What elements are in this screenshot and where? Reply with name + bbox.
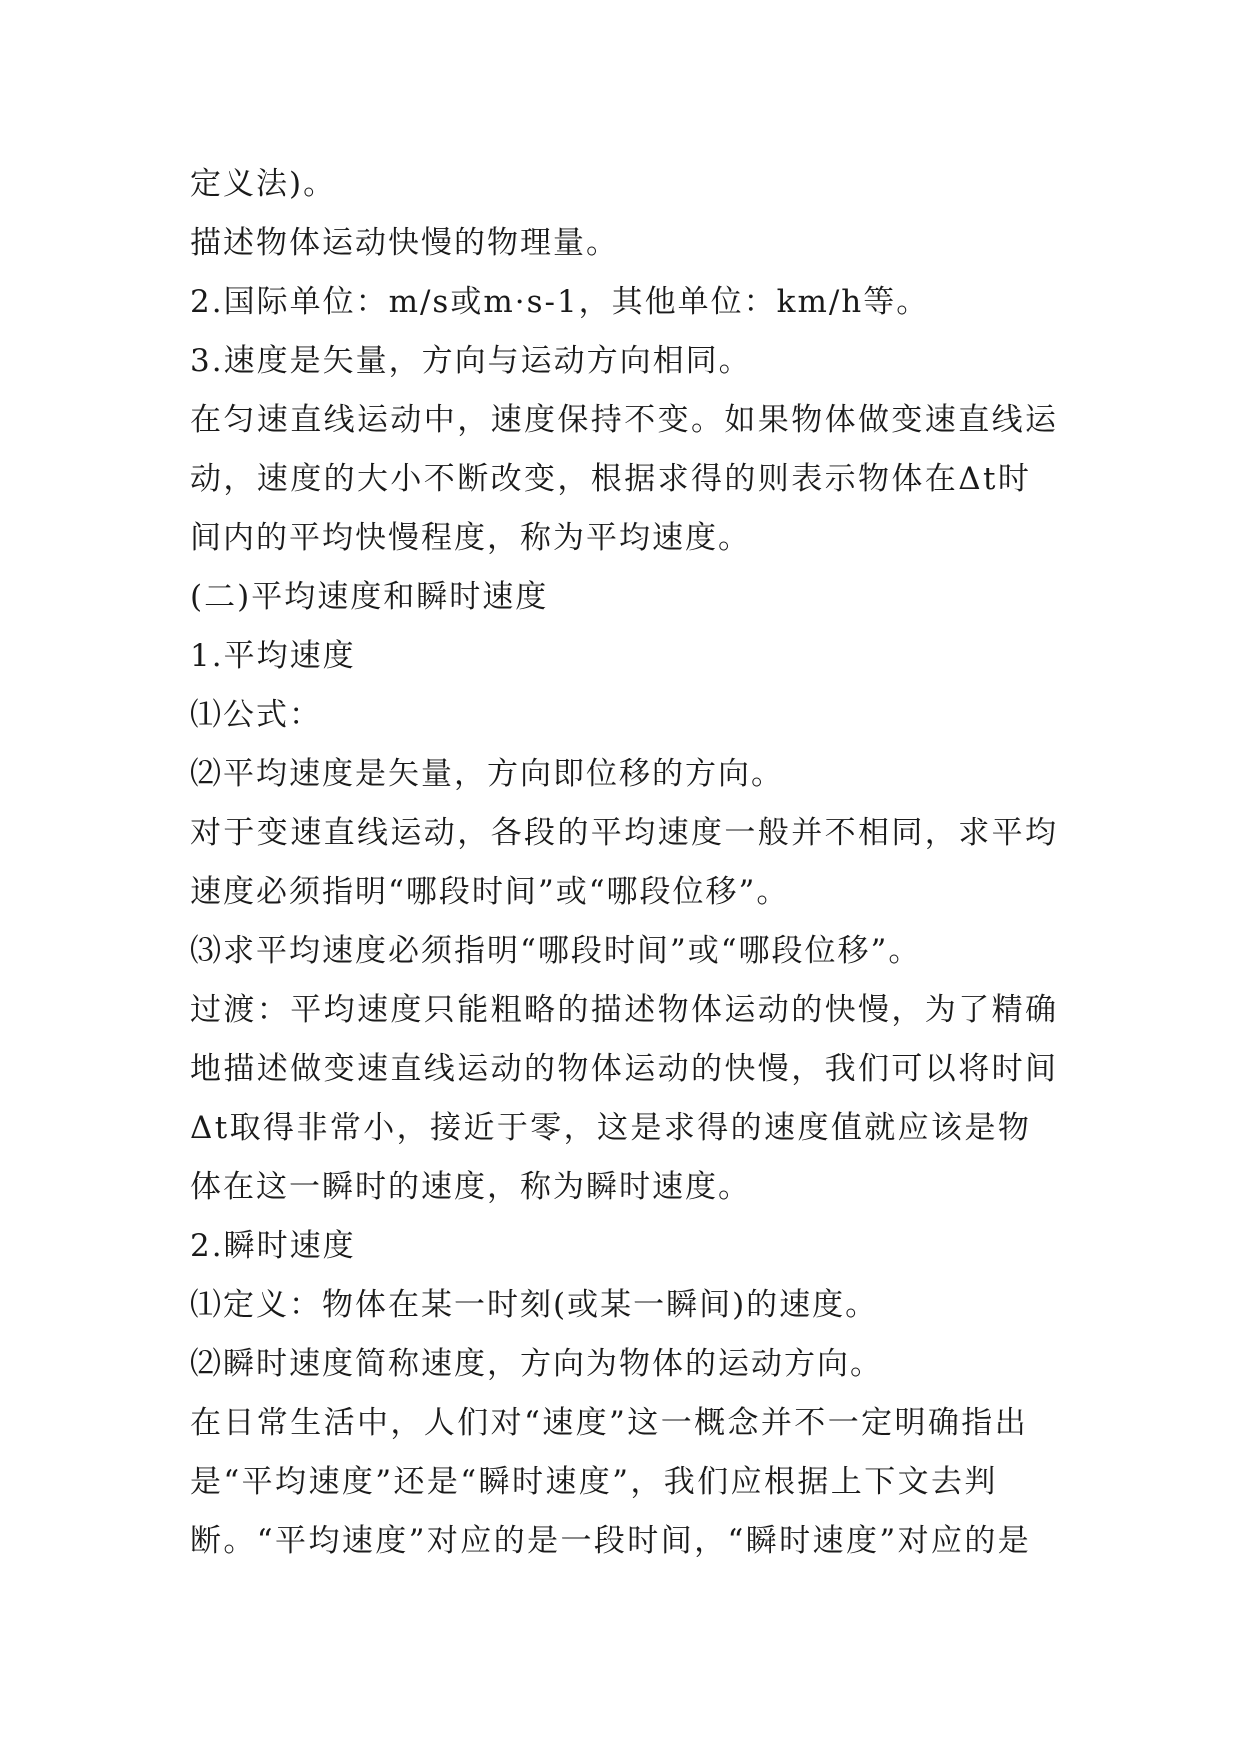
text-line: 在日常生活中，人们对“速度”这一概念并不一定明确指出 [190, 1405, 1029, 1441]
text-line: 对于变速直线运动，各段的平均速度一般并不相同，求平均 [190, 815, 1059, 851]
text-line: ⑴公式： [190, 697, 322, 733]
text-line: ⑶求平均速度必须指明“哪段时间”或“哪段位移”。 [190, 933, 922, 969]
text-line: 定义法)。 [190, 166, 337, 202]
text-line: 动，速度的大小不断改变，根据求得的则表示物体在Δt时 [190, 461, 1032, 497]
text-line: ⑵瞬时速度简称速度，方向为物体的运动方向。 [190, 1346, 883, 1382]
text-line: ⑵平均速度是矢量，方向即位移的方向。 [190, 756, 784, 792]
text-line: 2.国际单位：m/s或m·s-1，其他单位：km/h等。 [190, 284, 930, 320]
text-line: 过渡：平均速度只能粗略的描述物体运动的快慢，为了精确 [190, 992, 1059, 1028]
text-line: 在匀速直线运动中，速度保持不变。如果物体做变速直线运 [190, 402, 1059, 438]
text-line: 地描述做变速直线运动的物体运动的快慢，我们可以将时间 [190, 1051, 1059, 1087]
text-line: 间内的平均快慢程度，称为平均速度。 [190, 520, 751, 556]
text-line: 是“平均速度”还是“瞬时速度”，我们应根据上下文去判 [190, 1464, 998, 1500]
text-line: 体在这一瞬时的速度，称为瞬时速度。 [190, 1169, 751, 1205]
text-line: 3.速度是矢量，方向与运动方向相同。 [190, 343, 752, 379]
text-line: Δt取得非常小，接近于零，这是求得的速度值就应该是物 [190, 1110, 1032, 1146]
subsection-heading: 2.瞬时速度 [190, 1228, 356, 1264]
text-line: 速度必须指明“哪段时间”或“哪段位移”。 [190, 874, 790, 910]
text-line: 断。“平均速度”对应的是一段时间，“瞬时速度”对应的是 [190, 1523, 1032, 1559]
text-line: 描述物体运动快慢的物理量。 [190, 225, 619, 261]
text-line: ⑴定义：物体在某一时刻(或某一瞬间)的速度。 [190, 1287, 879, 1323]
section-heading: (二)平均速度和瞬时速度 [190, 579, 549, 615]
subsection-heading: 1.平均速度 [190, 638, 356, 674]
